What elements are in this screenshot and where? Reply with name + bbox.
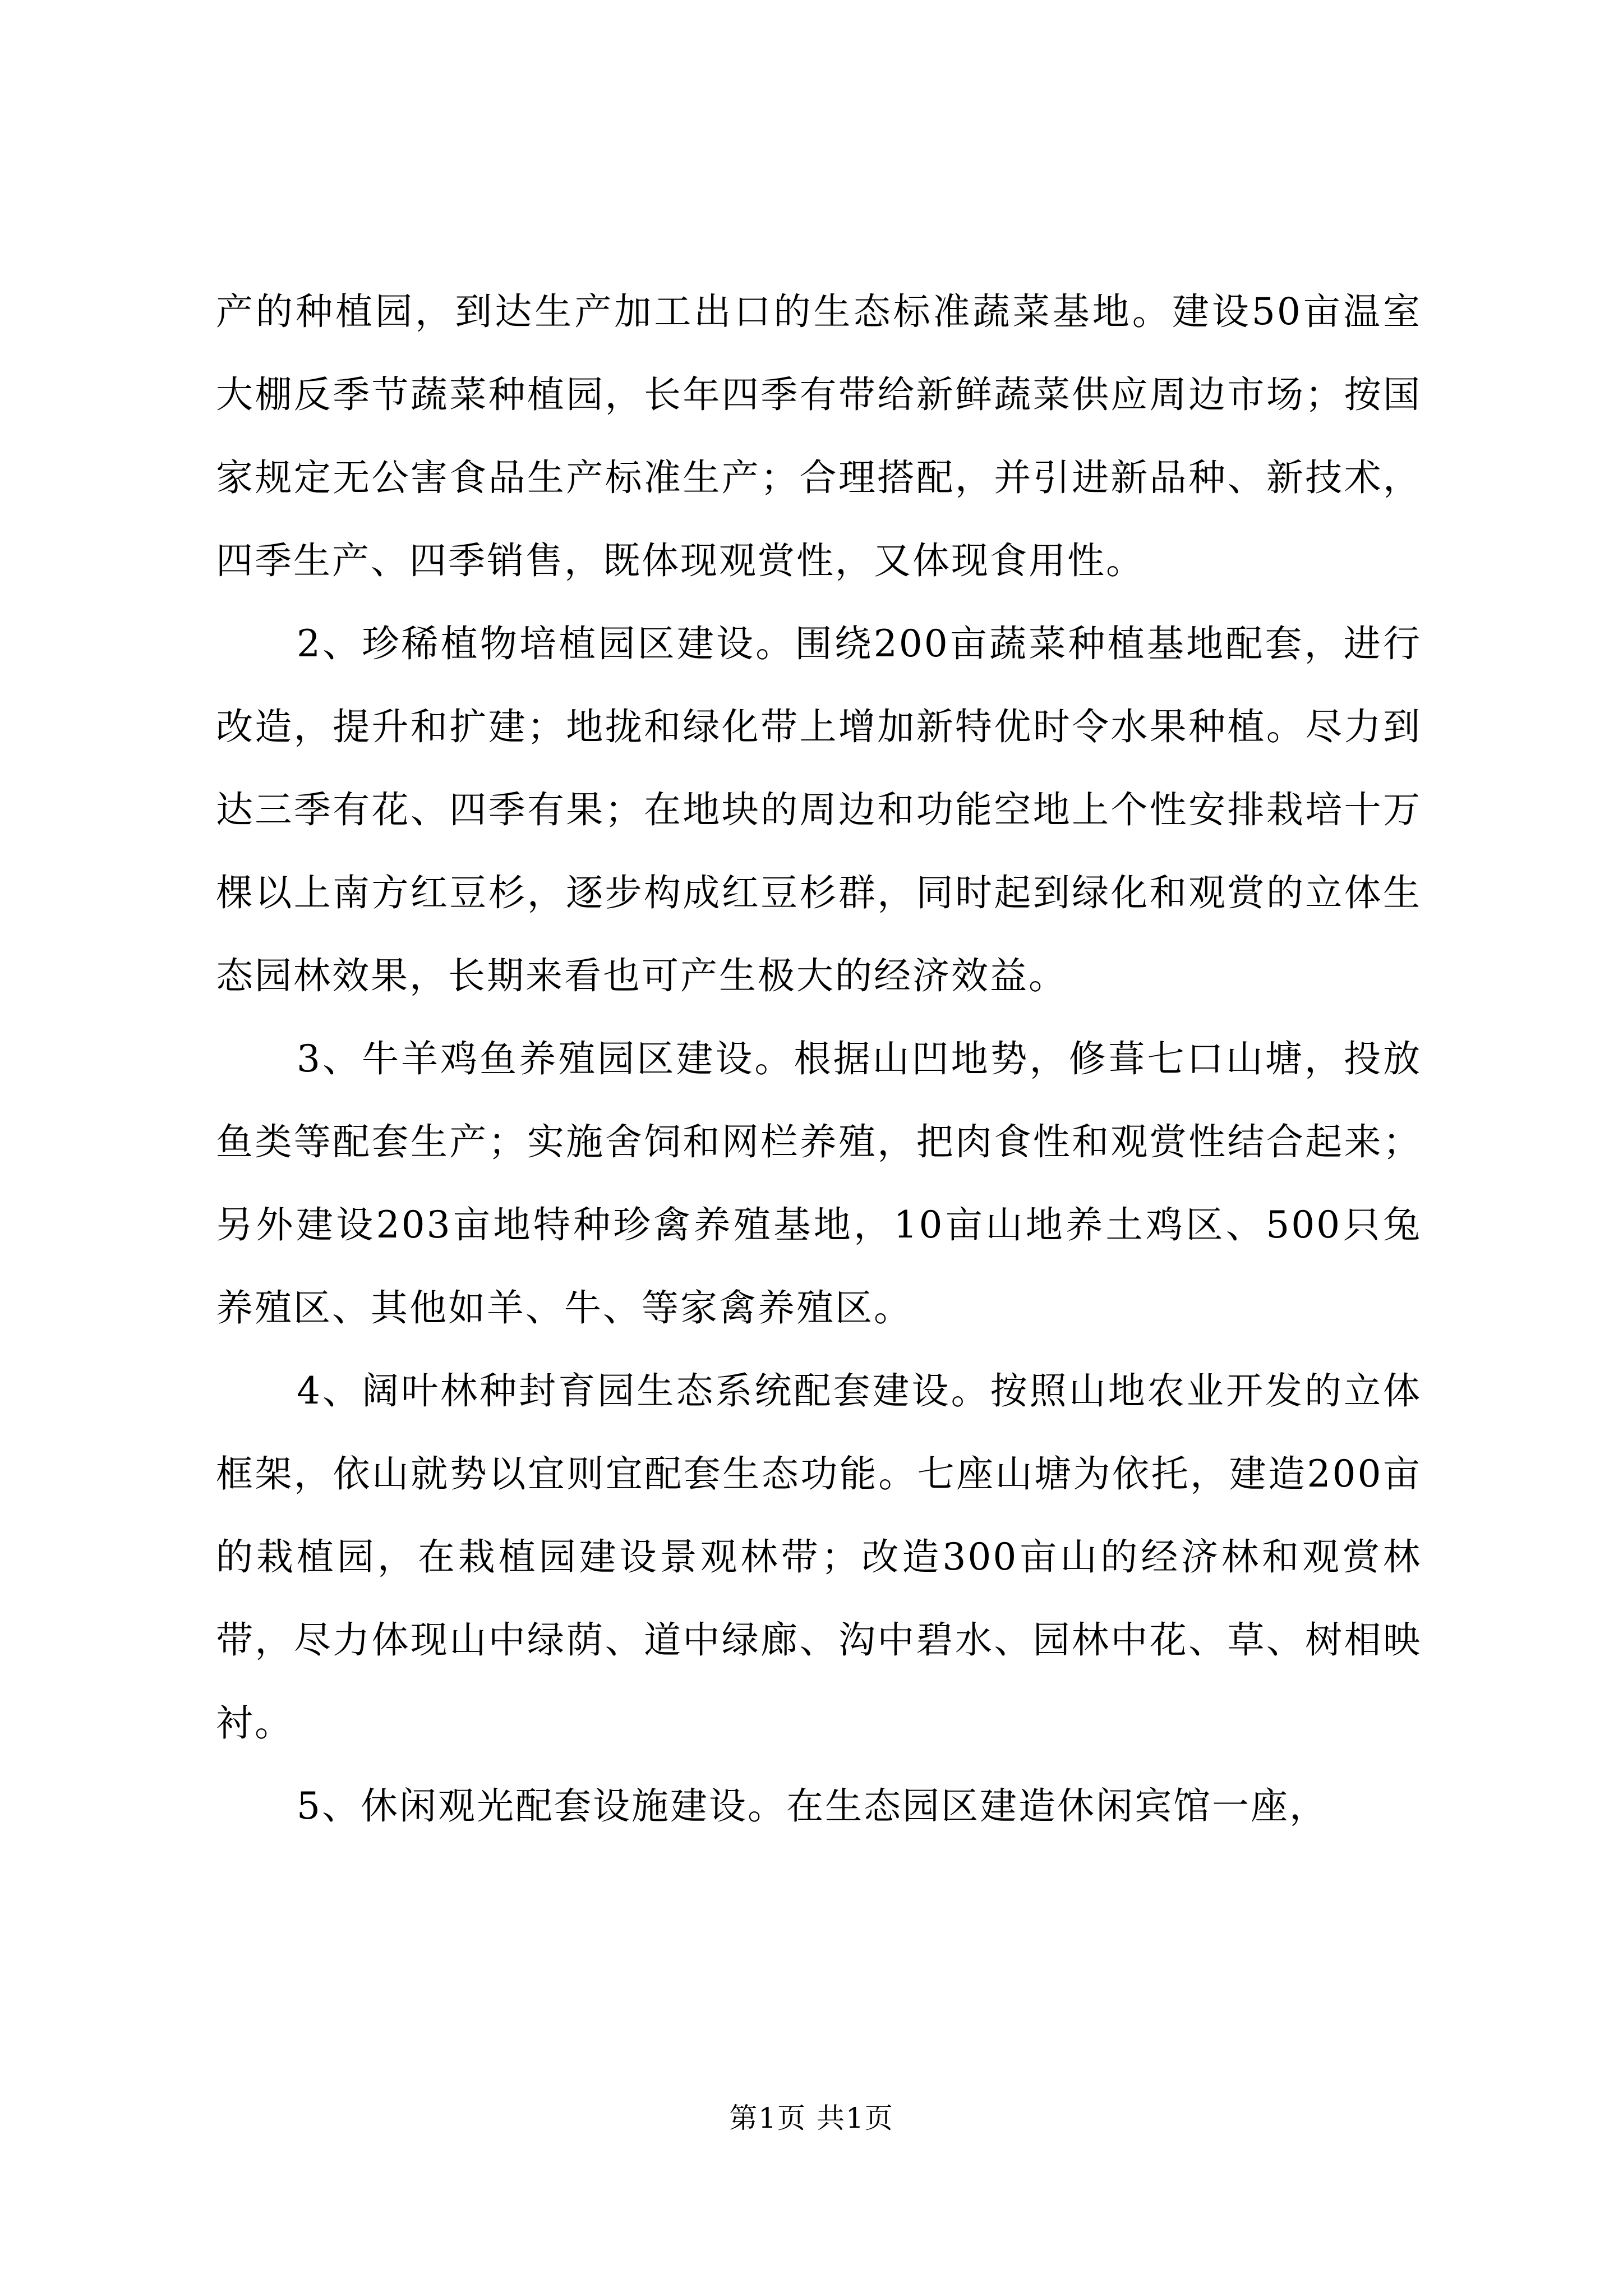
- paragraph-rare-plants: 2、珍稀植物培植园区建设。围绕200亩蔬菜种植基地配套，进行改造，提升和扩建；地拢和绿化带上增加新特优时令水果种植。尽力到达三季有花、四季有果；在地块的周边和功能空地上个性安排栽培十万棵以上南方红豆杉，逐步构成红豆杉群，同时起到绿化和观赏的立体生态园林效果，长期来看也可产生极大的经济效益。: [216, 622, 1422, 997]
- paragraph-vegetable-base: 产的种植园，到达生产加工出口的生态标准蔬菜基地。建设50亩温室大棚反季节蔬菜种植园，长年四季有带给新鲜蔬菜供应周边市场；按国家规定无公害食品生产标准生产；合理搭配，并引进新品种、新技术，四季生产、四季销售，既体现观赏性，又体现食用性。: [216, 290, 1422, 582]
- paragraph-livestock-breeding: 3、牛羊鸡鱼养殖园区建设。根据山凹地势，修葺七口山塘，投放鱼类等配套生产；实施舍饲和网栏养殖，把肉食性和观赏性结合起来；另外建设203亩地特种珍禽养殖基地，10亩山地养土鸡区、500只兔养殖区、其他如羊、牛、等家禽养殖区。: [216, 1037, 1422, 1329]
- paragraph-broadleaf-forest: 4、阔叶林种封育园生态系统配套建设。按照山地农业开发的立体框架，依山就势以宜则宜配套生态功能。七座山塘为依托，建造200亩的栽植园，在栽植园建设景观林带；改造300亩山的经济林和观赏林带，尽力体现山中绿荫、道中绿廊、沟中碧水、园林中花、草、树相映衬。: [216, 1369, 1422, 1745]
- page-number-footer: 第1页 共1页: [729, 2102, 894, 2134]
- paragraph-leisure-facilities: 5、休闲观光配套设施建设。在生态园区建造休闲宾馆一座，: [297, 1784, 1328, 1828]
- document-body: [216, 270, 1422, 1848]
